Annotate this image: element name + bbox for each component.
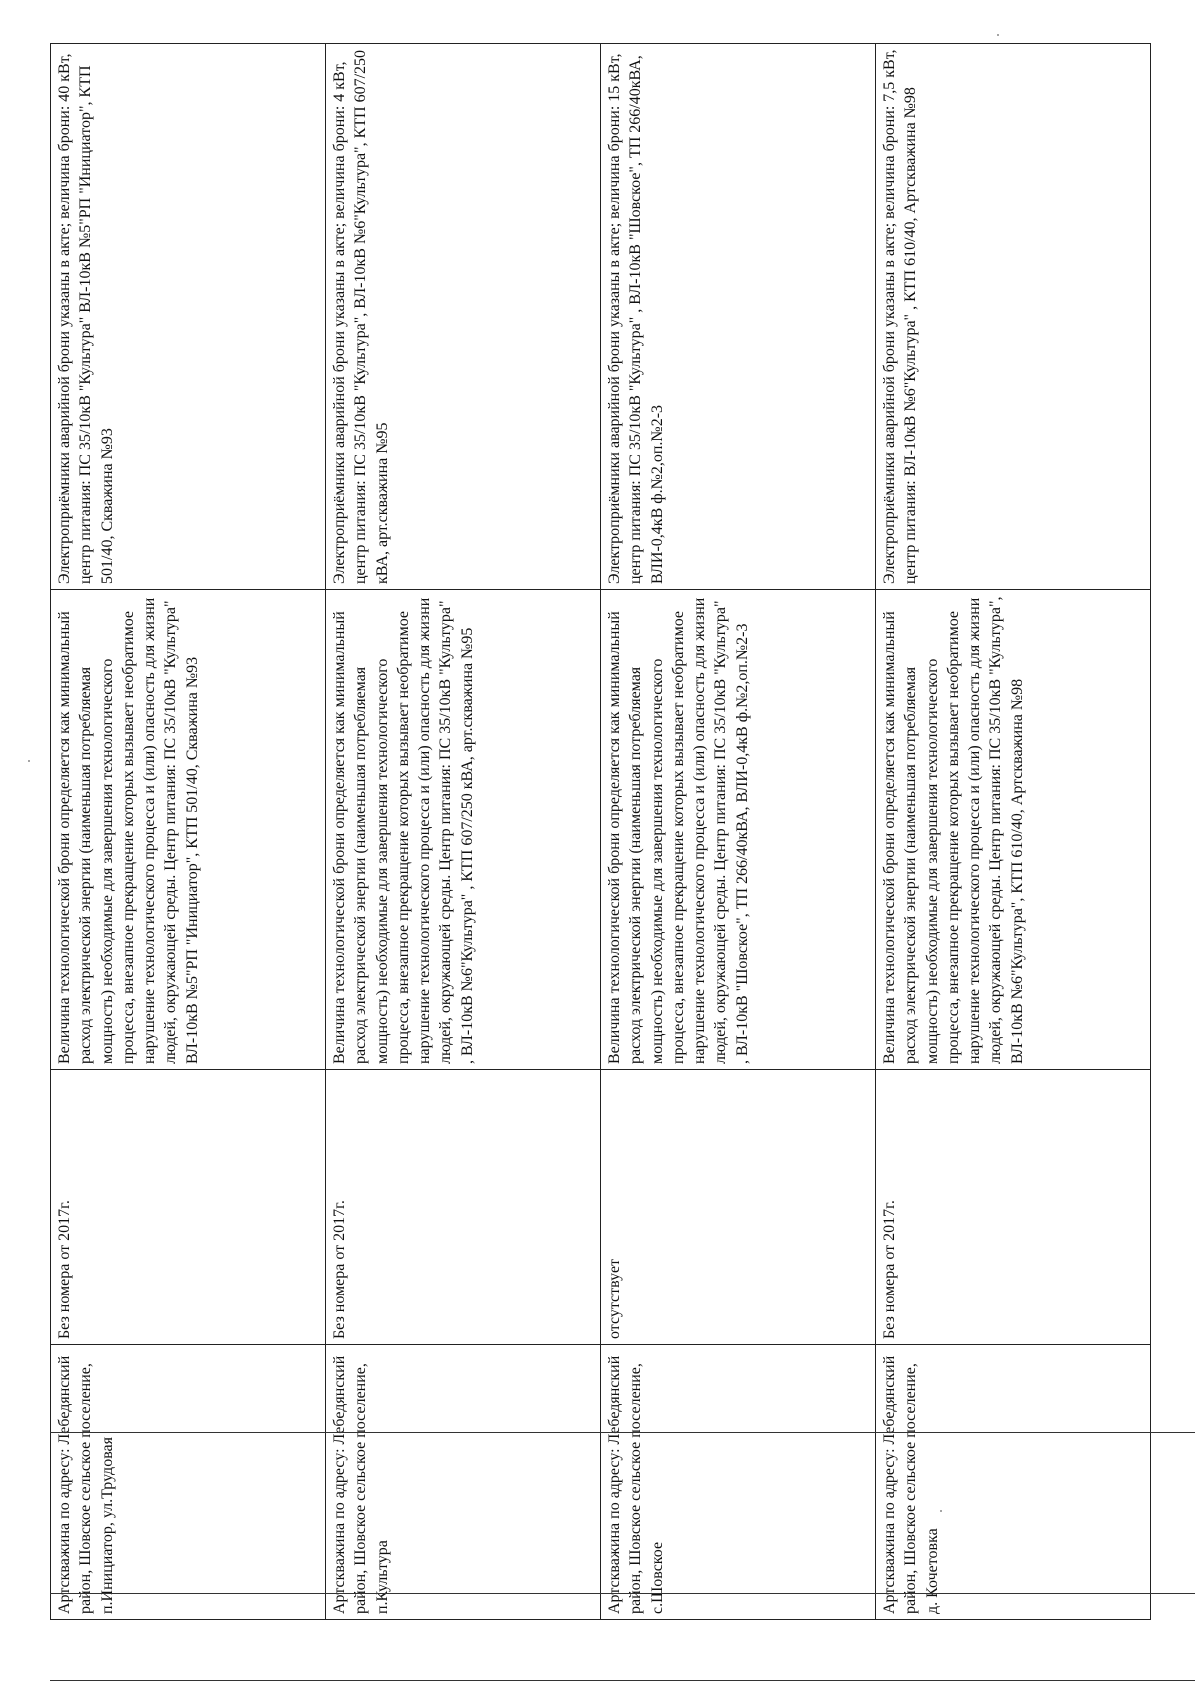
table-row (326, 44, 601, 1620)
act-number-cell: Без номера от 2017г. (876, 1070, 1151, 1345)
reservation-table (50, 43, 1151, 1620)
emergency-reserve-cell: Электроприёмники аварийной брони указаны в акте; величина брони: 15 кВт, центр питания: ПС 35/10кВ "Культура" , ВЛ-10кВ "Шовское", ТП 266/40кВА, ВЛИ-0,4кВ ф.№2,оп.№2-3 (601, 44, 876, 590)
horizontal-rule (50, 1593, 1195, 1594)
table-row (601, 44, 876, 1620)
technological-reserve-cell: Величина технологической брони определяется как минимальный расход электрической энергии (наименьшая потребляемая мощность) необходимые для завершения технологического процесса, внезапное прекращение которых вызывает необратимое нарушение технологического процесса и (или) опасность для жизни людей, окружающей среды. Центр питания: ПС 35/10кВ "Культура" , ВЛ-10кВ №6"Культура" , КТП 607/250 кВА, арт.скважина №95 (326, 590, 601, 1070)
horizontal-rule (50, 1432, 1195, 1433)
table-row (876, 44, 1151, 1620)
emergency-reserve-cell: Электроприёмники аварийной брони указаны в акте; величина брони: 7,5 кВт, центр питания: ВЛ-10кВ №6"Культура" , КТП 610/40, Артскважина №98 (876, 44, 1151, 590)
act-number-cell: Без номера от 2017г. (51, 1070, 326, 1345)
technological-reserve-cell: Величина технологической брони определяется как минимальный расход электрической энергии (наименьшая потребляемая мощность) необходимые для завершения технологического процесса, внезапное прекращение которых вызывает необратимое нарушение технологического процесса и (или) опасность для жизни людей, окружающей среды. Центр питания: ПС 35/10кВ "Культура" ВЛ-10кВ №5"РП "Инициатор", КТП 501/40, Скважина №93 (51, 590, 326, 1070)
object-address-cell: Артскважина по адресу: Лебедянский район, Шовское сельское поселение, п.Инициатор, ул.Трудовая (51, 1345, 326, 1620)
table-row (51, 44, 326, 1620)
horizontal-rule (50, 1680, 1195, 1681)
scan-speck (997, 34, 999, 36)
rotated-page-area (50, 44, 1150, 1620)
emergency-reserve-cell: Электроприёмники аварийной брони указаны в акте; величина брони: 4 кВт, центр питания: ПС 35/10кВ "Культура", ВЛ-10кВ №6"Культура", КТП 607/250 кВА, арт.скважина №95 (326, 44, 601, 590)
object-address-cell: Артскважина по адресу: Лебедянский район, Шовское сельское поселение, п.Культура (326, 1345, 601, 1620)
scan-speck (28, 760, 30, 762)
act-number-cell: Без номера от 2017г. (326, 1070, 601, 1345)
object-address-cell: Артскважина по адресу: Лебедянский район, Шовское сельское поселение, с.Шовское (601, 1345, 876, 1620)
emergency-reserve-cell: Электроприёмники аварийной брони указаны в акте; величина брони: 40 кВт, центр питания: ПС 35/10кВ "Культура" ВЛ-10кВ №5"РП "Инициатор", КТП 501/40, Скважина №93 (51, 44, 326, 590)
object-address-cell: Артскважина по адресу: Лебедянский район, Шовское сельское поселение, д. Кочетовка (876, 1345, 1151, 1620)
technological-reserve-cell: Величина технологической брони определяется как минимальный расход электрической энергии (наименьшая потребляемая мощность) необходимые для завершения технологического процесса, внезапное прекращение которых вызывает необратимое нарушение технологического процесса и (или) опасность для жизни людей, окружающей среды. Центр питания: ПС 35/10кВ "Культура", ВЛ-10кВ №6"Культура", КТП 610/40, Артскважина №98 (876, 590, 1151, 1070)
act-number-cell: отсутствует (601, 1070, 876, 1345)
scan-speck (940, 1510, 942, 1512)
technological-reserve-cell: Величина технологической брони определяется как минимальный расход электрической энергии (наименьшая потребляемая мощность) необходимые для завершения технологического процесса, внезапное прекращение которых вызывает необратимое нарушение технологического процесса и (или) опасность для жизни людей, окружающей среды. Центр питания: ПС 35/10кВ "Культура" , ВЛ-10кВ "Шовское", ТП 266/40кВА, ВЛИ-0,4кВ ф.№2,оп.№2-3 (601, 590, 876, 1070)
